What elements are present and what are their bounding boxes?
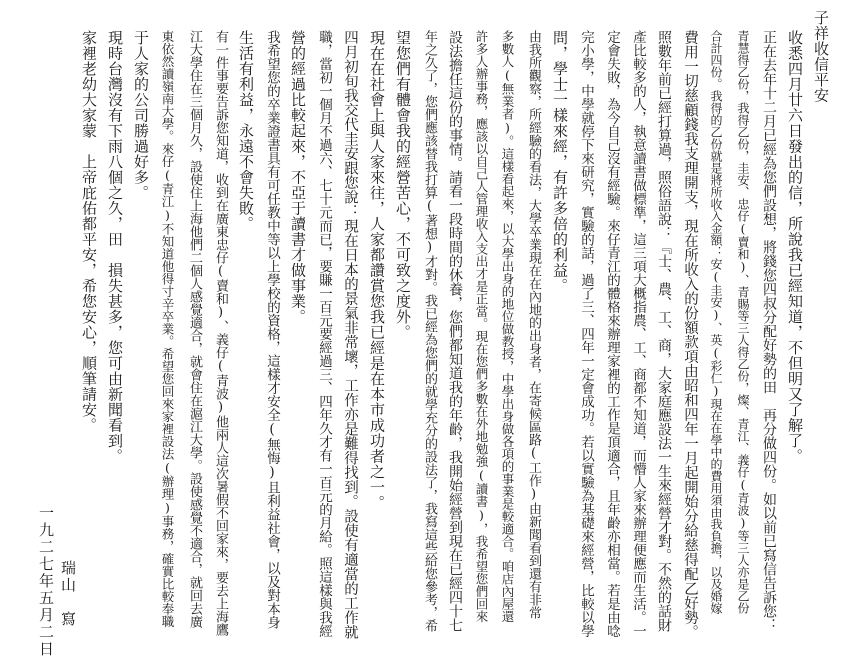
letter-line: 有一件事要告訴您知道，收到在廣東忠仔(賣和)、義仔(青波)他兩人這次暑假不回家來，要去上海鷹 — [213, 30, 228, 636]
signature: 瑞山 寫 — [59, 560, 77, 628]
letter-line: 家裡老幼大家蒙 上帝庇佑都平安，希您安心，順筆請安。 — [80, 30, 98, 433]
letter-line: 生活有利益，永遠不會失敗。 — [237, 30, 255, 232]
letter-line: 完小學，中學就停下來研究，實驗的話，過了三、四年一定會成功。若以實驗為基礎來經營，比較以學 — [578, 30, 594, 638]
letter-line: 許多人辦事務，應該以自己人管理收入支出才是正當。現在您們多數在外地勉強(讀書)，我希望您們回來 — [474, 30, 489, 623]
letter-line: 營的經過比較起來，不亞于讀書才做事業。 — [289, 30, 307, 325]
letter-line: 費用一切慈顧錢我支理開支，現在所收入的份額款項由昭和四年一月起開始分給慈得配乙好勢。 — [682, 30, 698, 639]
letter-line: 現在在社會上與人家來往，人家都讚賞您我已經是在本市成功者之一。 — [368, 30, 386, 511]
letter-line: 多數人(無業者)。這樣看起來，以大學出身的地位做教授，中學出身做各項的事業是較適合。咱店內屋還 — [500, 30, 515, 623]
letter-line: 我希望您的卒業證書具有可任教中等以上學校的資格，這樣才安全(無悔)且利益社會，以及對本身 — [264, 30, 280, 629]
letter-line: 問，學士一樣來經，有許多倍的利益。 — [551, 30, 569, 294]
letter-line: 定會失敗，為今自己沒有經驗。來仔青江的體格來辦理家裡的工作是頂適合，且年齡亦相當。若是由唸 — [604, 30, 620, 638]
letter-line: 照數年前已經打算過，照俗語說：『士、農、工、商，大家庭應設法一生來經營才對。不然的話財 — [656, 30, 672, 632]
letter-line: 東依然讀嶺南大學。來仔(青江)不知道他得寸辛卒業。希望您回來家裡設法(辦理)事務，確實比較奉職 — [160, 30, 175, 628]
letter-line: 正在去年十二月已經為您們設想，將錢您四叔分配好勢的田 再分做四份。如以前已寫信告訴您： — [761, 30, 777, 632]
letter-line: 現時台灣沒有下雨八個之久，田 損失甚多，您可由新聞看到。 — [106, 30, 124, 464]
letter-line: 望您們有體會我的經營苦心，不可致之度外。 — [394, 30, 412, 340]
letter-line: 年之久了，您們應該替我打算(著想)才對。我已經為您們的就學充分的設法了，我寫這些給您參考，希 — [422, 30, 437, 632]
letter-line: 于人家的公司勝過好多。 — [132, 30, 150, 201]
letter-line: 設法擔任這份的事情。請看一段時間的休養，您們都知道我的年齡，我開始經營到現在已經四十七 — [447, 30, 463, 632]
letter-line: 產比較多的人，執意讀書做標準，這三項大概指農、工、商都不知道，而懵人家來辦理便應而生活。一 — [630, 30, 646, 638]
letter-line: 四月初旬我交代圭安跟您說：現在日本的景氣非常壞，工作亦是難得找到。設使有適當的工作就 — [342, 30, 358, 639]
letter-line: 職，當初一個月不過六、七十元而已，要賺一百元要經過三、四年久才有一百元的月給。照這樣與我經 — [316, 30, 332, 638]
letter-line: 江大學住在三個月久，設使住上海他們二個人感覺適合，就會住在滬江大學。設使感覺不適合，就回去廣 — [187, 30, 202, 628]
letter-line: 收悉四月廿六日發出的信，所說我已經知道，不但明又了解了。 — [786, 30, 804, 464]
letter-date: 一九二七年五月二日 — [37, 505, 55, 658]
letter-line: 青慧得乙份，我得乙份，圭安、忠仔(賣和)、青賜等三人得乙份，燦、青江、義仔(青波)等三人亦是乙份 — [736, 30, 750, 614]
letter-line: 由我所觀察，所經驗的看法，大學卒業現在在內地的出身者，在寄候區路(工作)由新聞看到還有非常 — [526, 30, 541, 619]
letter-line: 子祥收信平安 — [812, 10, 830, 103]
letter-line: 合計四份。我得的乙份就是將所收入金額：安(圭安)、英(彩仁)現在在學中的費用須由我負擔，以及婚嫁 — [709, 30, 723, 614]
